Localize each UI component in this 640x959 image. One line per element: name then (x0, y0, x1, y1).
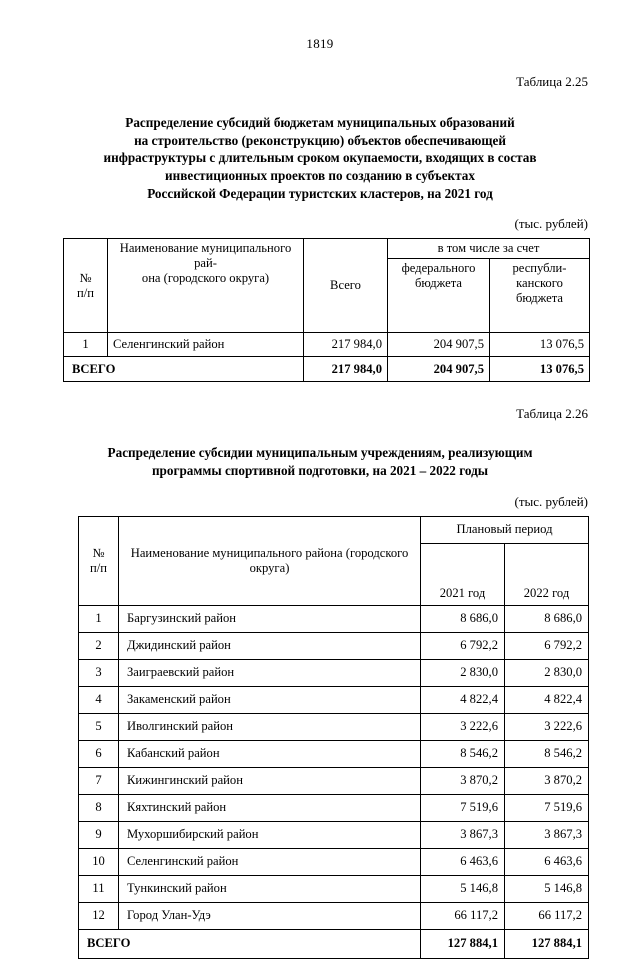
row-value-2021: 6 792,2 (421, 632, 505, 659)
row-value-2021: 7 519,6 (421, 794, 505, 821)
row-number: 7 (79, 767, 119, 794)
table-title-1-line-3: инфраструктуры с длительным сроком окупаемости, входящих в состав (103, 150, 537, 166)
row-number: 11 (79, 875, 119, 902)
total-row-value-2021: 127 884,1 (421, 929, 505, 958)
sports-training-subsidy-table (78, 516, 589, 959)
document-page (0, 36, 640, 951)
column-header-federal-line-1: федерального (401, 261, 476, 276)
column-header-number (79, 516, 119, 605)
table-title-1-line-2: на строительство (реконструкцию) объектов обеспечивающей (134, 132, 506, 148)
page-number: 1819 (306, 36, 334, 51)
column-header-federal-line-2: бюджета (415, 276, 462, 291)
row-value-2022: 6 792,2 (505, 632, 589, 659)
row-number: 4 (79, 686, 119, 713)
table-row (79, 848, 589, 875)
row-number: 1 (79, 605, 119, 632)
table-1-body (64, 333, 590, 382)
units-label-2: (тыс. рублей) (514, 493, 588, 509)
table-row (79, 767, 589, 794)
row-district-name: Иволгинский район (119, 713, 421, 740)
table-row (79, 659, 589, 686)
row-value-2021: 3 222,6 (421, 713, 505, 740)
table-row (79, 902, 589, 929)
row-value-2021: 8 686,0 (421, 605, 505, 632)
row-value-2021: 8 546,2 (421, 740, 505, 767)
row-district-name: Джидинский район (119, 632, 421, 659)
subsidy-tourism-table (63, 238, 590, 382)
column-header-republican-line-3: бюджета (516, 291, 563, 306)
row-value-2021: 5 146,8 (421, 875, 505, 902)
total-row-value-2022: 127 884,1 (505, 929, 589, 958)
row-district-name: Город Улан-Удэ (119, 902, 421, 929)
row-number: 10 (79, 848, 119, 875)
row-district-name: Закаменский район (119, 686, 421, 713)
column-header-name-line-2: она (городского округа) (141, 271, 270, 286)
column-header-number-line-2: п/п (77, 285, 94, 300)
total-row-federal-value: 204 907,5 (388, 357, 490, 382)
row-district-name: Кабанский район (119, 740, 421, 767)
row-district-name: Кижингинский район (119, 767, 421, 794)
row-value-2021: 66 117,2 (421, 902, 505, 929)
column-header-year-2022: 2022 год (505, 543, 589, 605)
row-value-2022: 6 463,6 (505, 848, 589, 875)
row-value-2021: 2 830,0 (421, 659, 505, 686)
row-number: 12 (79, 902, 119, 929)
column-header-name-line-1: Наименование муниципального района (городского (130, 545, 409, 560)
row-value-2022: 66 117,2 (505, 902, 589, 929)
column-header-republican-line-1: республи- (512, 261, 567, 276)
row-value-2022: 3 222,6 (505, 713, 589, 740)
table-row (79, 686, 589, 713)
column-header-planning-period: Плановый период (421, 516, 589, 543)
table-title-2-line-1: Распределение субсидии муниципальным учреждениям, реализующим (107, 445, 533, 461)
row-value-2021: 4 822,4 (421, 686, 505, 713)
row-value-2022: 7 519,6 (505, 794, 589, 821)
row-value-2021: 6 463,6 (421, 848, 505, 875)
table-title-2-line-2: программы спортивной подготовки, на 2021 – 2022 годы (151, 463, 489, 479)
row-district-name: Селенгинский район (108, 333, 304, 357)
column-header-including: в том числе за счет (388, 239, 590, 259)
row-district-name: Кяхтинский район (119, 794, 421, 821)
row-value-2022: 8 686,0 (505, 605, 589, 632)
column-header-republican-budget (490, 259, 590, 333)
column-header-name-line-2: округа) (249, 560, 290, 575)
row-value-2021: 3 867,3 (421, 821, 505, 848)
column-header-total: Всего (304, 239, 388, 333)
table-title-1-line-5: Российской Федерации туристских кластеров, на 2021 год (147, 185, 493, 201)
column-header-number-line-1: № (79, 270, 92, 285)
row-district-name: Заиграевский район (119, 659, 421, 686)
column-header-name-line-1: Наименование муниципального рай- (119, 241, 292, 271)
table-2-header (79, 516, 589, 605)
row-district-name: Мухоршибирский район (119, 821, 421, 848)
row-federal-value: 204 907,5 (388, 333, 490, 357)
column-header-number (64, 239, 108, 333)
table-row (79, 713, 589, 740)
row-value-2022: 5 146,8 (505, 875, 589, 902)
column-header-year-2021: 2021 год (421, 543, 505, 605)
table-2-body (79, 605, 589, 958)
column-header-name (119, 516, 421, 605)
table-row (64, 333, 590, 357)
row-value-2022: 4 822,4 (505, 686, 589, 713)
table-row (79, 821, 589, 848)
row-district-name: Селенгинский район (119, 848, 421, 875)
table-total-row (64, 357, 590, 382)
table-title-1 (0, 114, 640, 202)
table-title-1-line-4: инвестиционных проектов по созданию в субъектах (165, 168, 475, 184)
row-number: 9 (79, 821, 119, 848)
table-total-row (79, 929, 589, 958)
table-row (79, 632, 589, 659)
table-row (79, 740, 589, 767)
row-value-2022: 8 546,2 (505, 740, 589, 767)
row-value-2022: 3 870,2 (505, 767, 589, 794)
table-row (79, 875, 589, 902)
column-header-name (108, 239, 304, 333)
row-number: 8 (79, 794, 119, 821)
row-number: 3 (79, 659, 119, 686)
row-value-2022: 3 867,3 (505, 821, 589, 848)
row-total-value: 217 984,0 (304, 333, 388, 357)
table-1-header (64, 239, 590, 333)
row-number: 5 (79, 713, 119, 740)
column-header-number-line-2: п/п (90, 560, 107, 575)
row-value-2022: 2 830,0 (505, 659, 589, 686)
table-row (79, 605, 589, 632)
table-title-1-line-1: Распределение субсидий бюджетам муниципальных образований (125, 115, 515, 130)
column-header-number-line-1: № (92, 545, 105, 560)
units-label-1: (тыс. рублей) (514, 216, 588, 232)
row-republican-value: 13 076,5 (490, 333, 590, 357)
table-caption-2: Таблица 2.26 (516, 406, 588, 422)
table-row (79, 794, 589, 821)
table-header-row (64, 239, 590, 259)
row-district-name: Тункинский район (119, 875, 421, 902)
column-header-republican-line-2: канского (516, 276, 563, 291)
table-caption-1: Таблица 2.25 (516, 74, 588, 89)
row-district-name: Баргузинский район (119, 605, 421, 632)
table-header-row (79, 516, 589, 543)
total-row-republican-value: 13 076,5 (490, 357, 590, 382)
row-number: 6 (79, 740, 119, 767)
total-row-label: ВСЕГО (79, 929, 421, 958)
row-number: 1 (64, 333, 108, 357)
total-row-total-value: 217 984,0 (304, 357, 388, 382)
total-row-label: ВСЕГО (64, 357, 304, 382)
row-value-2021: 3 870,2 (421, 767, 505, 794)
column-header-federal-budget (388, 259, 490, 333)
row-number: 2 (79, 632, 119, 659)
table-title-2 (0, 444, 640, 479)
